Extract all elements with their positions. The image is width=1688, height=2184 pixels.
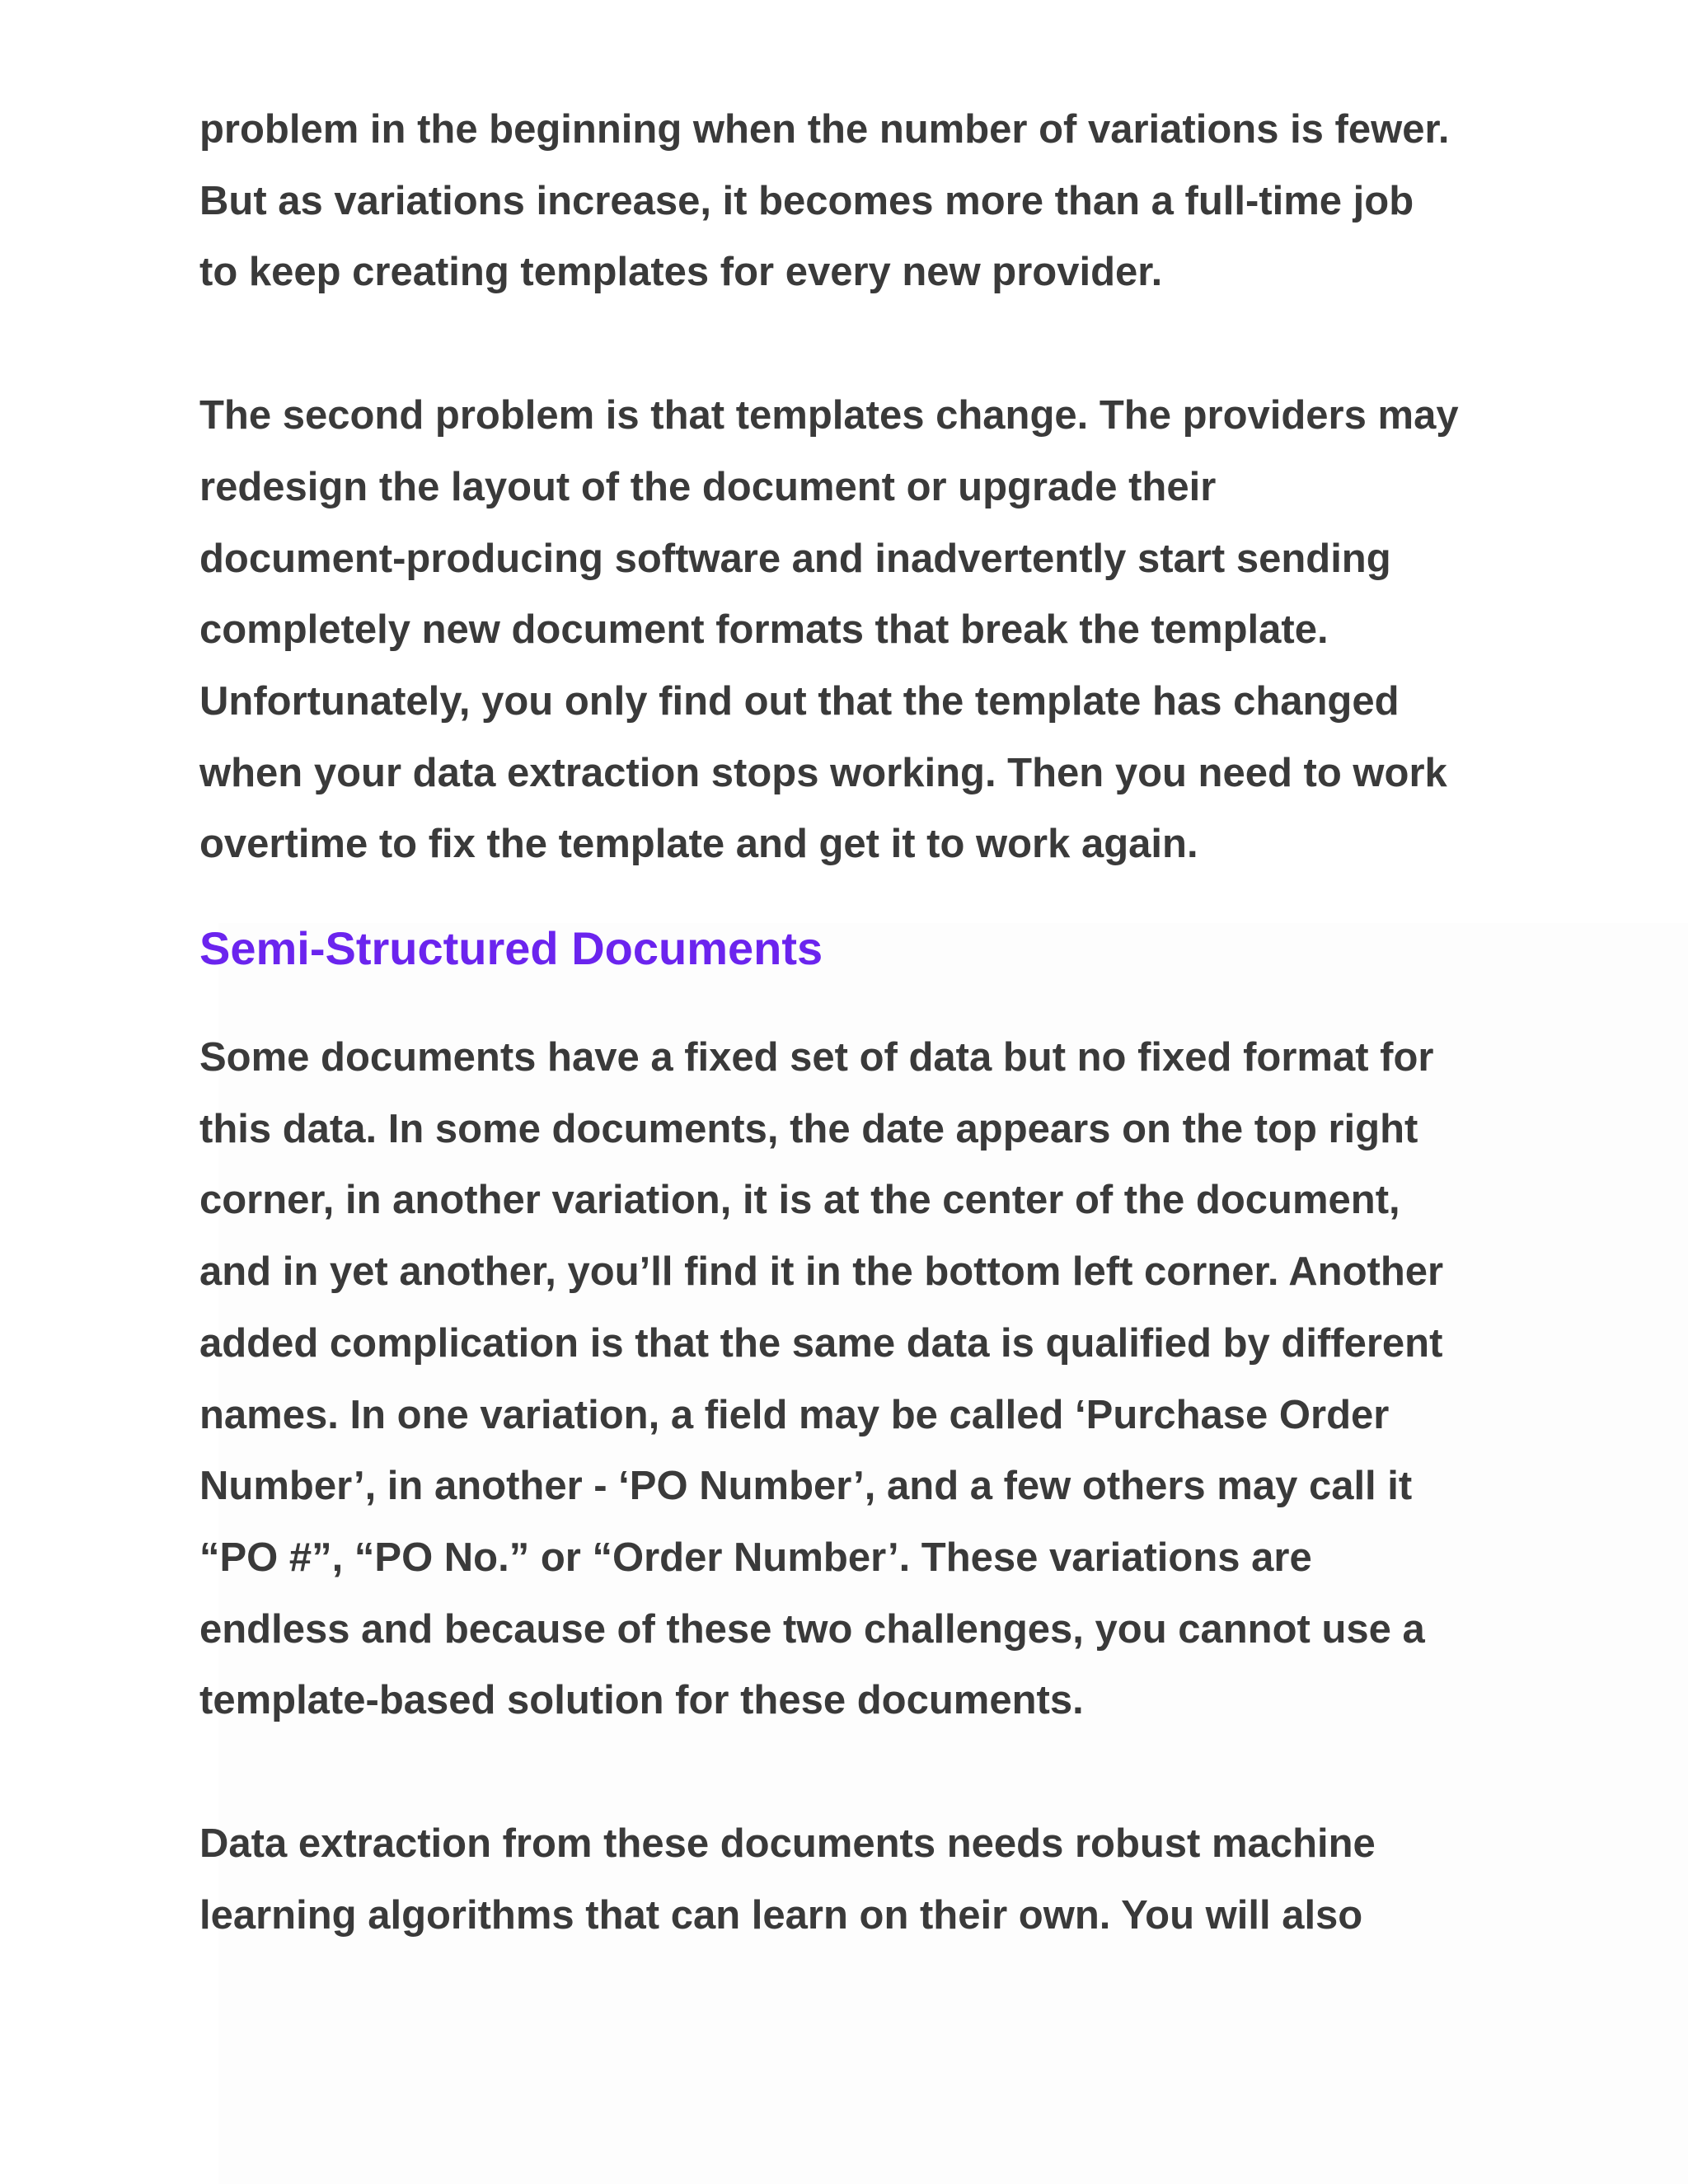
paragraph-templates-variations	[199, 94, 1518, 308]
text-line: names. In one variation, a field may be called ‘Purchase Order	[199, 1392, 1390, 1437]
paragraph-spacer	[199, 1736, 1518, 1808]
text-line: But as variations increase, it becomes more than a full-time job	[199, 178, 1414, 223]
text-line: to keep creating templates for every new provider.	[199, 250, 1163, 295]
text-line: Some documents have a fixed set of data but no fixed format for	[199, 1035, 1434, 1080]
text-line: endless and because of these two challenges, you cannot use a	[199, 1606, 1425, 1652]
text-line: added complication is that the same data is qualified by different	[199, 1320, 1443, 1366]
text-line: Number’, in another - ‘PO Number’, and a few others may call it	[199, 1464, 1413, 1509]
text-line: and in yet another, you’ll find it in the bottom left corner. Another	[199, 1249, 1444, 1295]
text-line: Data extraction from these documents needs robust machine	[199, 1821, 1376, 1867]
text-line: redesign the layout of the document or upgrade their	[199, 464, 1217, 509]
text-line: completely new document formats that break the template.	[199, 607, 1329, 653]
text-line: problem in the beginning when the number of variations is fewer.	[199, 107, 1450, 152]
text-line: overtime to fix the template and get it to work again.	[199, 822, 1198, 867]
text-line: learning algorithms that can learn on their own. You will also	[199, 1892, 1363, 1938]
text-line: The second problem is that templates change. The providers may	[199, 393, 1459, 438]
paragraph-spacer	[199, 308, 1518, 380]
text-line: corner, in another variation, it is at the center of the document,	[199, 1178, 1400, 1223]
text-line: template-based solution for these documents.	[199, 1678, 1084, 1723]
text-line: when your data extraction stops working. Then you need to work	[199, 750, 1447, 795]
text-line: document-producing software and inadvertently start sending	[199, 536, 1391, 581]
section-heading: Semi-Structured Documents	[199, 922, 823, 975]
text-line: this data. In some documents, the date appears on the top right	[199, 1106, 1418, 1151]
paragraph-data-extraction	[199, 1808, 1518, 1951]
paragraph-semi-structured	[199, 1022, 1518, 1736]
text-line: “PO #”, “PO No.” or “Order Number’. These variations are	[199, 1535, 1312, 1580]
article-body	[199, 94, 1518, 1951]
text-line: Unfortunately, you only find out that the template has changed	[199, 678, 1400, 724]
paragraph-templates-change	[199, 380, 1518, 880]
